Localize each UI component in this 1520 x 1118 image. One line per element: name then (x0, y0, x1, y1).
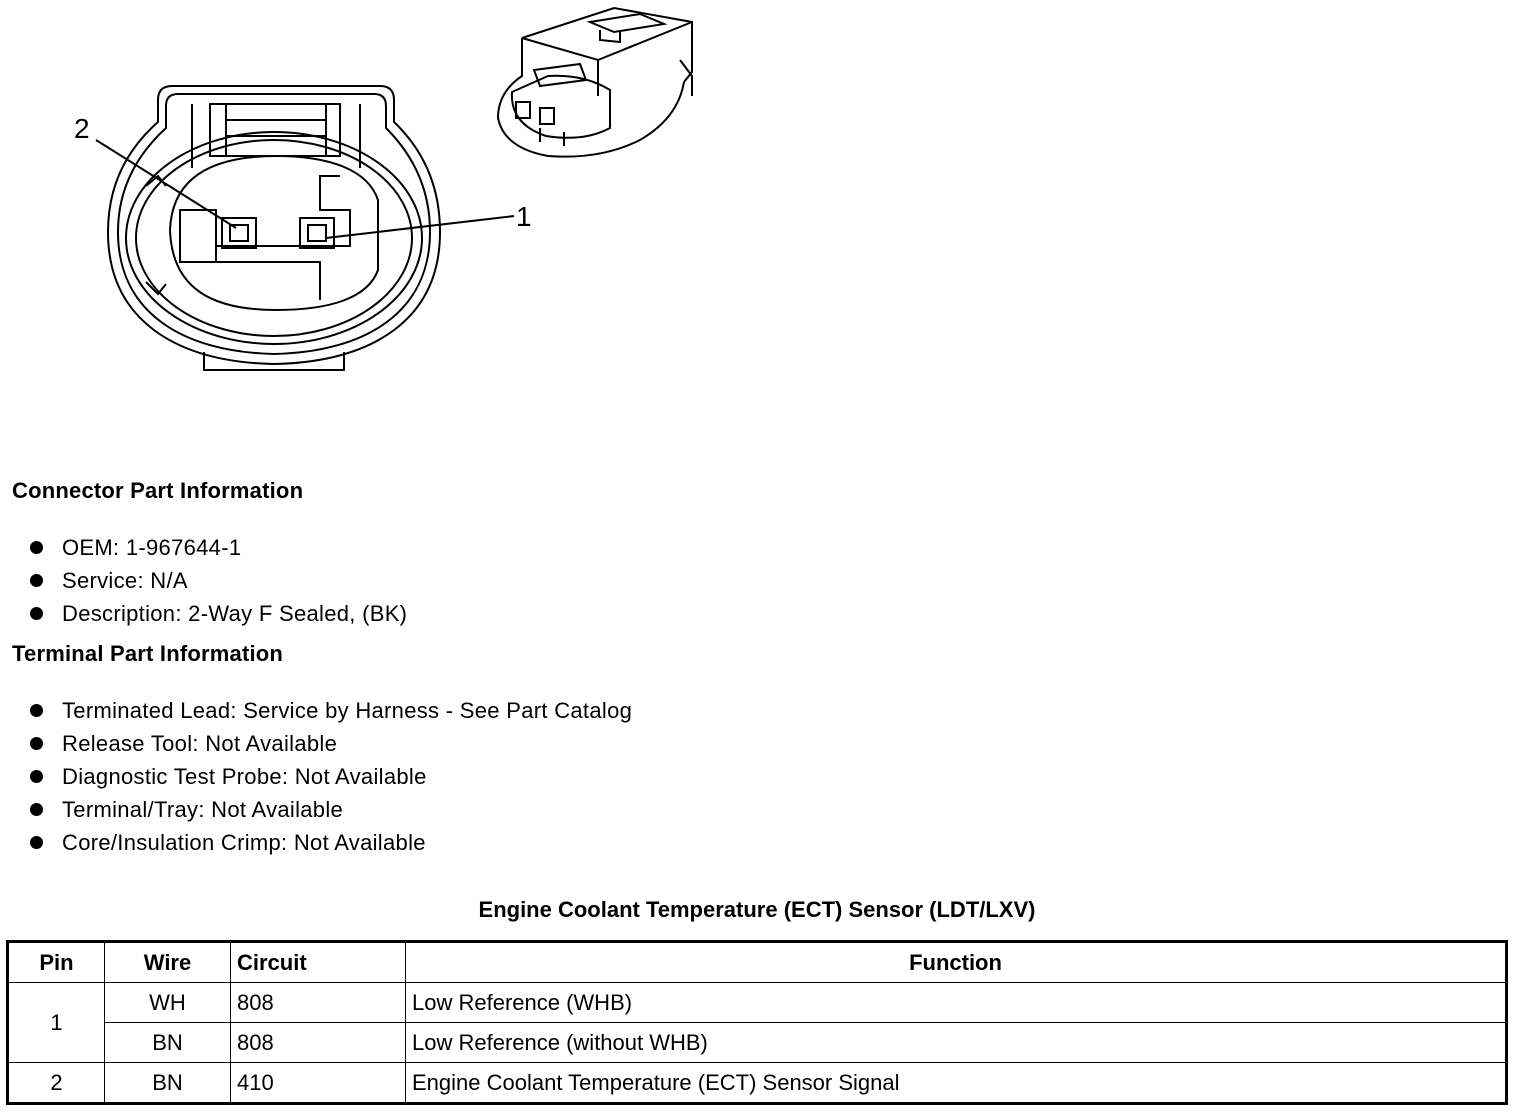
connector-diagram (0, 0, 1520, 440)
list-item (28, 694, 632, 727)
bullet-icon (30, 704, 43, 717)
list-item-text: Description: 2-Way F Sealed, (BK) (62, 601, 408, 626)
list-item (28, 793, 632, 826)
circuit-cell: 410 (231, 1063, 406, 1104)
table-row (8, 983, 1507, 1023)
list-item-text: Core/Insulation Crimp: Not Available (62, 830, 426, 855)
bullet-icon (30, 803, 43, 816)
callout-1: 1 (516, 201, 532, 232)
connector-info-heading: Connector Part Information (12, 478, 304, 503)
bullet-icon (30, 836, 43, 849)
col-header-function: Function (406, 942, 1507, 983)
function-cell: Low Reference (WHB) (406, 983, 1507, 1023)
bullet-icon (30, 770, 43, 783)
connector-face-view (96, 86, 514, 370)
list-item-text: Diagnostic Test Probe: Not Available (62, 764, 427, 789)
table-row (8, 1023, 1507, 1063)
list-item-text: Release Tool: Not Available (62, 731, 338, 756)
table-row (8, 1063, 1507, 1104)
bullet-icon (30, 541, 43, 554)
table-title: Engine Coolant Temperature (ECT) Sensor (LDT/LXV) (478, 897, 1036, 922)
list-item-text: Service: N/A (62, 568, 188, 593)
bullet-icon (30, 607, 43, 620)
circuit-cell: 808 (231, 1023, 406, 1063)
list-item-text: Terminal/Tray: Not Available (62, 797, 344, 822)
col-header-pin: Pin (8, 942, 105, 983)
list-item (28, 826, 632, 859)
list-item (28, 531, 407, 564)
col-header-wire: Wire (105, 942, 231, 983)
terminal-info-heading: Terminal Part Information (12, 641, 284, 666)
table-header-row (8, 942, 1507, 983)
circuit-cell: 808 (231, 983, 406, 1023)
pin-cell: 2 (8, 1063, 105, 1104)
col-header-circuit: Circuit (231, 942, 406, 983)
function-cell: Engine Coolant Temperature (ECT) Sensor Signal (406, 1063, 1507, 1104)
wire-cell: BN (105, 1023, 231, 1063)
callout-2: 2 (74, 113, 90, 144)
pinout-table (6, 940, 1508, 1105)
bullet-icon (30, 737, 43, 750)
terminal-info-list (28, 694, 632, 859)
list-item-text: OEM: 1-967644-1 (62, 535, 242, 560)
wire-cell: BN (105, 1063, 231, 1104)
pin-cell: 1 (8, 983, 105, 1063)
list-item-text: Terminated Lead: Service by Harness - See Part Catalog (62, 698, 633, 723)
list-item (28, 564, 407, 597)
connector-info-list (28, 531, 407, 630)
function-cell: Low Reference (without WHB) (406, 1023, 1507, 1063)
wire-cell: WH (105, 983, 231, 1023)
connector-isometric-view (498, 8, 692, 157)
bullet-icon (30, 574, 43, 587)
list-item (28, 597, 407, 630)
list-item (28, 727, 632, 760)
list-item (28, 760, 632, 793)
